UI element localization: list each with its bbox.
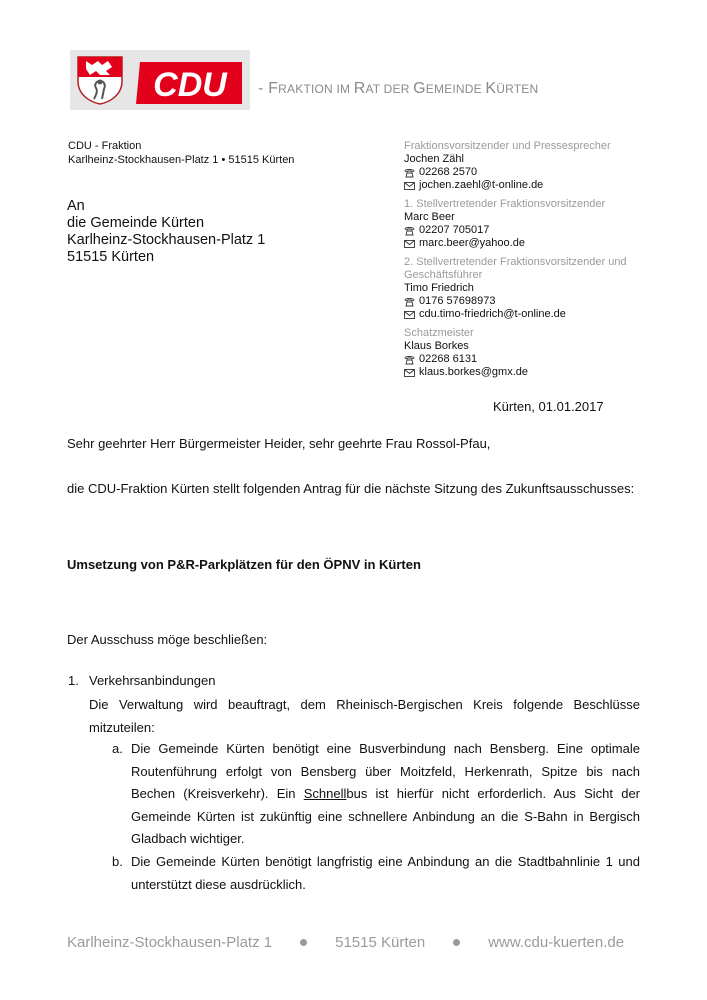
contact-phone: 02268 2570 [404,166,674,179]
contact-name: Klaus Borkes [404,340,469,352]
phone-icon [404,226,415,236]
contact-block [404,198,674,250]
footer-address: Karlheinz-Stockhausen-Platz 1 [67,934,273,951]
decision-intro: Der Ausschuss möge beschließen: [67,632,268,647]
letter-intro: die CDU-Fraktion Kürten stellt folgenden Antrag für die nächste Sitzung des Zukunftsausschusses: [67,481,635,496]
recipient-line: 51515 Kürten [67,249,155,265]
tagline-word: FRAKTION IM [268,80,354,97]
coat-of-arms-icon [76,55,124,105]
contact-email[interactable]: cdu.timo-friedrich@t-online.de [404,308,674,321]
envelope-icon [404,181,415,191]
contact-email[interactable]: klaus.borkes@gmx.de [404,366,674,379]
sub-item-label: a. [112,741,123,756]
item-number: 1. [68,673,79,688]
sub-item-label: b. [112,854,123,869]
tagline-word: RAT DER [353,80,414,97]
contact-role: 2. Stellvertretender Fraktionsvorsitzender und Geschäftsführer [404,256,627,281]
footer-website[interactable]: www.cdu-kuerten.de [488,934,625,951]
contact-role: 1. Stellvertretender Fraktionsvorsitzender [404,198,606,210]
contact-block [404,256,674,321]
contact-name: Marc Beer [404,211,455,223]
cdu-logo [136,62,242,104]
sender-line: CDU - Fraktion [68,140,142,152]
letter-date: Kürten, 01.01.2017 [493,399,604,414]
letter-subject: Umsetzung von P&R-Parkplätzen für den ÖPNV in Kürten [67,557,421,572]
contact-role: Schatzmeister [404,327,474,339]
tagline-word: GEMEINDE [413,80,486,97]
recipient-address [67,198,265,266]
cdu-logo-text: CDU [153,66,227,104]
envelope-icon [404,368,415,378]
contact-block [404,327,674,379]
sub-item-b: Die Gemeinde Kürten benötigt langfristig eine Anbindung an die Stadtbahnlinie 1 und unterstützt diese ausdrücklich. [131,854,640,892]
contact-role: Fraktionsvorsitzender und Pressesprecher [404,140,611,152]
bullet-dot-icon [453,939,460,946]
tagline-word: KÜRTEN [485,80,539,97]
page-footer [67,934,627,951]
contact-list [404,140,674,385]
item-text: Die Verwaltung wird beauftragt, dem Rheinisch-Bergischen Kreis folgende Beschlüsse mitzuteilen: [89,697,640,735]
contact-block [404,140,674,192]
recipient-line: die Gemeinde Kürten [67,215,205,231]
underlined-word: Schnell [303,786,347,801]
contact-phone: 0176 57698973 [404,295,674,308]
contact-name: Jochen Zähl [404,153,464,165]
letter-greeting: Sehr geehrter Herr Bürgermeister Heider, sehr geehrte Frau Rossol-Pfau, [67,436,491,451]
contact-phone: 02207 705017 [404,224,674,237]
contact-phone: 02268 6131 [404,353,674,366]
envelope-icon [404,310,415,320]
sub-item-a: Die Gemeinde Kürten benötigt eine Busverbindung nach Bensberg. Eine optimale Routenführung erfolgt von Bensberg über Moitzfeld, Herkenrath, Spitze bis nach Bechen (Kreisverkehr). Ein Schnellbus ist hierfür nicht erforderlich. Aus Sicht der Gemeinde Kürten ist zukünftig eine schnellere Anbindung an die S-Bahn in Bergisch Gladbach wichtiger. [131,741,641,846]
bullet-dot-icon [300,939,307,946]
phone-icon [404,355,415,365]
phone-icon [404,297,415,307]
sender-address [68,139,294,167]
header-tagline [258,80,538,98]
envelope-icon [404,239,415,249]
recipient-line: Karlheinz-Stockhausen-Platz 1 [67,232,266,248]
sender-line: Karlheinz-Stockhausen-Platz 1 • 51515 Kürten [68,154,295,166]
footer-city: 51515 Kürten [335,934,426,951]
item-heading: Verkehrsanbindungen [89,673,216,688]
recipient-line: An [67,198,85,214]
phone-icon [404,168,415,178]
contact-name: Timo Friedrich [404,282,474,294]
contact-email[interactable]: marc.beer@yahoo.de [404,237,674,250]
contact-email[interactable]: jochen.zaehl@t-online.de [404,179,674,192]
tagline-prefix: - [258,80,269,97]
